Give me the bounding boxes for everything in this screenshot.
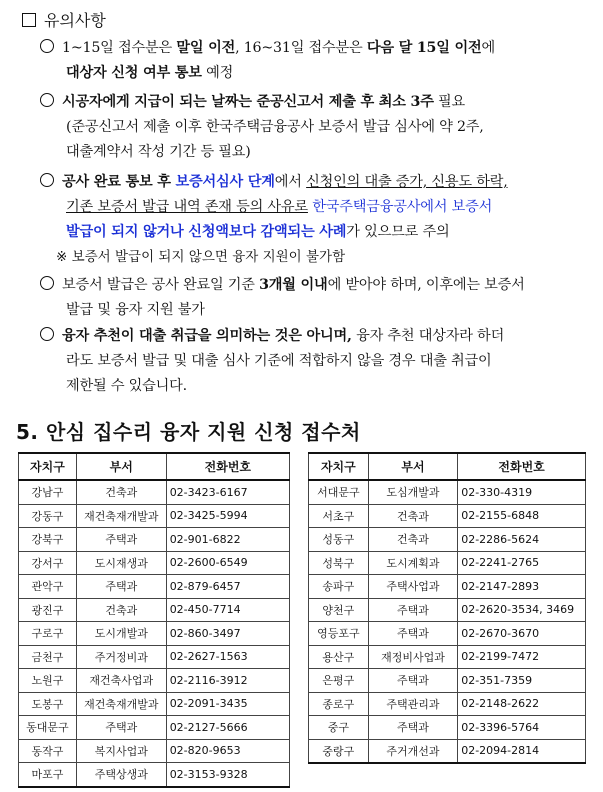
- notice-heading: [22, 8, 106, 31]
- cell-dept: 주택과: [76, 528, 166, 552]
- cell-phone: 02-2094-2814: [458, 739, 586, 763]
- cell-district: 용산구: [309, 645, 369, 669]
- notice-3-emph-a: 공사 완료 통보 후: [62, 174, 176, 190]
- cell-district: 양천구: [309, 598, 369, 622]
- notice-5-text-a: 융자 추천 대상자라 하더: [351, 328, 505, 344]
- cell-dept: 주택사업과: [368, 575, 457, 599]
- cell-phone: 02-351-7359: [458, 669, 586, 693]
- cell-district: 관악구: [19, 575, 77, 599]
- contacts-table-right: [308, 452, 586, 764]
- cell-district: 서초구: [309, 504, 369, 528]
- cell-dept: 건축과: [76, 598, 166, 622]
- notice-3-blue-b: 한국주택금융공사에서 보증서: [312, 199, 493, 215]
- cell-phone: 02-330-4319: [458, 480, 586, 504]
- cell-dept: 재정비사업과: [368, 645, 457, 669]
- notice-2-text-c: 대출계약서 작성 기간 등 필요): [66, 144, 251, 160]
- cell-dept: 도시개발과: [76, 622, 166, 646]
- notice-4-emph: 3개월 이내: [259, 277, 328, 293]
- contacts-table-left: [18, 452, 290, 788]
- cell-district: 동작구: [19, 739, 77, 763]
- cell-dept: 주거개선과: [368, 739, 457, 763]
- table-row: [309, 598, 586, 622]
- table-row: [309, 645, 586, 669]
- cell-phone: 02-2155-6848: [458, 504, 586, 528]
- cell-phone: 02-450-7714: [166, 598, 289, 622]
- notice-3-blue-c: 발급이 되지 않거나 신청액보다 감액되는 사례: [66, 224, 347, 240]
- cell-district: 강동구: [19, 504, 77, 528]
- notice-2-text-b: (준공신고서 제출 이후 한국주택금융공사 보증서 발급 심사에 약 2주,: [66, 119, 484, 135]
- cell-district: 강남구: [19, 480, 77, 504]
- notice-item-2: [40, 90, 585, 165]
- header-dept: 부서: [368, 453, 457, 480]
- cell-phone: 02-860-3497: [166, 622, 289, 646]
- cell-district: 서대문구: [309, 480, 369, 504]
- cell-district: 강북구: [19, 528, 77, 552]
- cell-phone: 02-3396-5764: [458, 716, 586, 740]
- cell-phone: 02-2147-2893: [458, 575, 586, 599]
- cell-district: 송파구: [309, 575, 369, 599]
- notice-5-text-b: 라도 보증서 발급 및 대출 심사 기준에 적합하지 않을 경우 대출 취급이: [66, 353, 492, 369]
- circle-bullet-icon: [40, 93, 54, 107]
- cell-dept: 재건축재개발과: [76, 504, 166, 528]
- cell-dept: 주택상생과: [76, 763, 166, 787]
- notice-3-blue-a: 보증서심사 단계: [175, 174, 275, 190]
- cell-dept: 재건축사업과: [76, 669, 166, 693]
- table-row: [309, 692, 586, 716]
- cell-dept: 건축과: [368, 528, 457, 552]
- square-bullet-icon: [22, 13, 36, 27]
- notice-5-emph: 융자 추천이 대출 취급을 의미하는 것은 아니며,: [62, 328, 352, 344]
- contacts-left-body: [19, 480, 290, 787]
- notice-3-underline-a: 신청인의 대출 증가, 신용도 하락,: [306, 174, 508, 190]
- cell-phone: 02-2091-3435: [166, 692, 289, 716]
- notice-4-text-c: 발급 및 융자 지원 불가: [66, 302, 205, 318]
- cell-district: 성동구: [309, 528, 369, 552]
- table-row: [19, 528, 290, 552]
- cell-district: 성북구: [309, 551, 369, 575]
- table-row: [19, 645, 290, 669]
- notice-item-5: [40, 324, 585, 399]
- cell-phone: 02-2148-2622: [458, 692, 586, 716]
- cell-dept: 주택과: [76, 716, 166, 740]
- notice-item-1: [40, 36, 585, 86]
- cell-phone: 02-2241-2765: [458, 551, 586, 575]
- notice-footnote: ※ 보증서 발급이 되지 않으면 융자 지원이 불가함: [56, 249, 346, 265]
- header-district: 자치구: [19, 453, 77, 480]
- table-row: [19, 669, 290, 693]
- table-row: [19, 598, 290, 622]
- cell-district: 동대문구: [19, 716, 77, 740]
- circle-bullet-icon: [40, 173, 54, 187]
- section-5-title: 5. 안심 집수리 융자 지원 신청 접수처: [16, 420, 361, 444]
- cell-phone: 02-2286-5624: [458, 528, 586, 552]
- cell-dept: 복지사업과: [76, 739, 166, 763]
- notice-3-underline-b: 기존 보증서 발급 내역 존재 등의 사유로: [66, 199, 308, 215]
- cell-dept: 건축과: [368, 504, 457, 528]
- cell-dept: 도심개발과: [368, 480, 457, 504]
- table-row: [309, 480, 586, 504]
- cell-dept: 주택과: [368, 598, 457, 622]
- notice-4-text-a: 보증서 발급은 공사 완료일 기준: [62, 277, 260, 293]
- table-row: [19, 622, 290, 646]
- cell-dept: 주택과: [76, 575, 166, 599]
- cell-phone: 02-2127-5666: [166, 716, 289, 740]
- table-row: [19, 763, 290, 787]
- cell-district: 종로구: [309, 692, 369, 716]
- notice-1-text-c: 에: [481, 40, 495, 56]
- notice-1-text-b: , 16~31일 접수분은: [235, 40, 367, 56]
- notice-1-emph-c: 대상자 신청 여부 통보: [66, 65, 202, 81]
- table-row: [19, 716, 290, 740]
- cell-phone: 02-2116-3912: [166, 669, 289, 693]
- notice-1-text-a: 1~15일 접수분은: [62, 40, 177, 56]
- cell-phone: 02-901-6822: [166, 528, 289, 552]
- cell-district: 구로구: [19, 622, 77, 646]
- cell-district: 노원구: [19, 669, 77, 693]
- cell-dept: 건축과: [76, 480, 166, 504]
- cell-district: 광진구: [19, 598, 77, 622]
- notice-1-emph-b: 다음 달 15일 이전: [366, 40, 482, 56]
- cell-phone: 02-2670-3670: [458, 622, 586, 646]
- circle-bullet-icon: [40, 276, 54, 290]
- header-district: 자치구: [309, 453, 369, 480]
- cell-dept: 주택관리과: [368, 692, 457, 716]
- cell-phone: 02-2620-3534, 3469: [458, 598, 586, 622]
- table-row: [309, 551, 586, 575]
- cell-phone: 02-3425-5994: [166, 504, 289, 528]
- table-row: [19, 739, 290, 763]
- contacts-right-body: [309, 480, 586, 763]
- notice-5-text-c: 제한될 수 있습니다.: [66, 378, 187, 394]
- cell-phone: 02-2627-1563: [166, 645, 289, 669]
- table-row: [19, 551, 290, 575]
- cell-district: 영등포구: [309, 622, 369, 646]
- cell-district: 금천구: [19, 645, 77, 669]
- cell-district: 중구: [309, 716, 369, 740]
- cell-phone: 02-879-6457: [166, 575, 289, 599]
- notice-3-text-b: 가 있으므로 주의: [346, 224, 450, 240]
- table-header-row: [309, 453, 586, 480]
- cell-district: 마포구: [19, 763, 77, 787]
- notice-1-text-d: 예정: [201, 65, 234, 81]
- circle-bullet-icon: [40, 39, 54, 53]
- table-row: [309, 739, 586, 763]
- notice-2-emph: 시공자에게 지급이 되는 날짜는 준공신고서 제출 후 최소 3주: [62, 94, 434, 110]
- notice-3-text-a: 에서: [274, 174, 307, 190]
- header-phone: 전화번호: [458, 453, 586, 480]
- table-row: [19, 504, 290, 528]
- cell-dept: 주택과: [368, 716, 457, 740]
- cell-district: 강서구: [19, 551, 77, 575]
- cell-phone: 02-3423-6167: [166, 480, 289, 504]
- cell-phone: 02-2199-7472: [458, 645, 586, 669]
- cell-phone: 02-3153-9328: [166, 763, 289, 787]
- cell-dept: 주거정비과: [76, 645, 166, 669]
- cell-district: 은평구: [309, 669, 369, 693]
- cell-dept: 주택과: [368, 669, 457, 693]
- table-row: [309, 716, 586, 740]
- notice-1-emph-a: 말일 이전: [176, 40, 236, 56]
- cell-phone: 02-820-9653: [166, 739, 289, 763]
- cell-dept: 도시계획과: [368, 551, 457, 575]
- table-row: [309, 528, 586, 552]
- table-row: [309, 504, 586, 528]
- cell-dept: 도시재생과: [76, 551, 166, 575]
- table-row: [19, 692, 290, 716]
- header-dept: 부서: [76, 453, 166, 480]
- table-row: [309, 622, 586, 646]
- circle-bullet-icon: [40, 327, 54, 341]
- notice-heading-text: 유의사항: [44, 11, 106, 30]
- notice-4-text-b: 에 받아야 하며, 이후에는 보증서: [327, 277, 525, 293]
- cell-district: 도봉구: [19, 692, 77, 716]
- header-phone: 전화번호: [166, 453, 289, 480]
- cell-district: 중랑구: [309, 739, 369, 763]
- notice-2-text-a: 필요: [433, 94, 466, 110]
- table-row: [309, 575, 586, 599]
- notice-item-3: [40, 170, 585, 245]
- cell-dept: 재건축재개발과: [76, 692, 166, 716]
- cell-dept: 주택과: [368, 622, 457, 646]
- notice-item-4: [40, 273, 585, 323]
- table-row: [309, 669, 586, 693]
- table-row: [19, 480, 290, 504]
- cell-phone: 02-2600-6549: [166, 551, 289, 575]
- table-row: [19, 575, 290, 599]
- table-header-row: [19, 453, 290, 480]
